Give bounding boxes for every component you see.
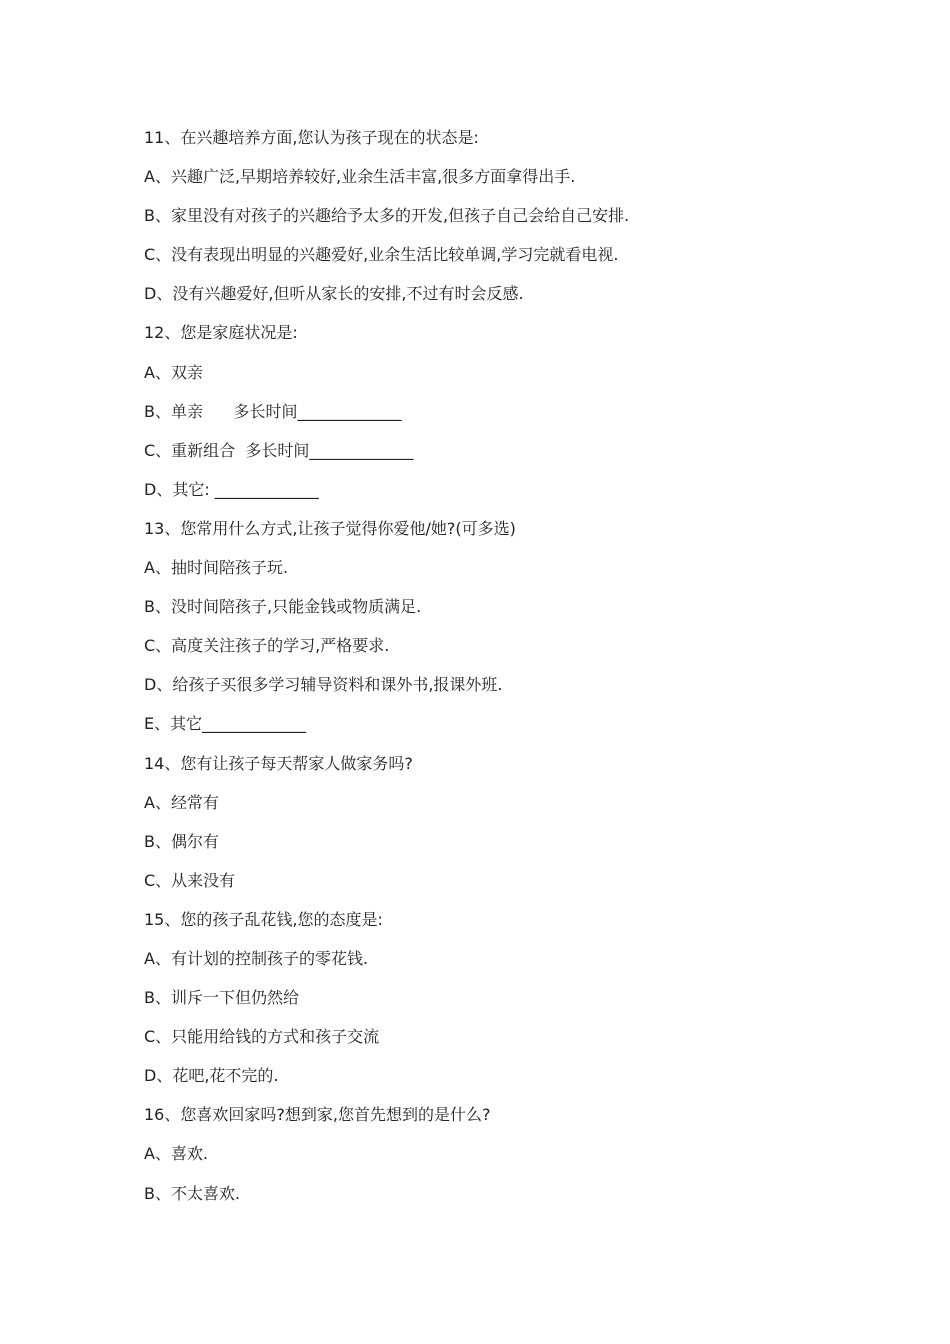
- option-15-a: A、有计划的控制孩子的零花钱.: [144, 948, 369, 968]
- option-12-c: C、重新组合 多长时间_____________: [144, 440, 414, 460]
- option-13-d: D、给孩子买很多学习辅导资料和课外书,报课外班.: [144, 675, 503, 695]
- option-14-b: B、偶尔有: [144, 831, 219, 851]
- option-12-a: A、双亲: [144, 362, 203, 382]
- option-13-e: E、其它_____________: [144, 714, 307, 734]
- option-15-d: D、花吧,花不完的.: [144, 1066, 279, 1086]
- option-13-a: A、抽时间陪孩子玩.: [144, 558, 289, 578]
- option-12-d: D、其它: _____________: [144, 479, 319, 499]
- option-13-b: B、没时间陪孩子,只能金钱或物质满足.: [144, 597, 422, 617]
- option-13-c: C、高度关注孩子的学习,严格要求.: [144, 636, 390, 656]
- question-13: 13、您常用什么方式,让孩子觉得你爱他/她?(可多选): [144, 518, 516, 538]
- question-11: 11、在兴趣培养方面,您认为孩子现在的状态是:: [144, 128, 479, 147]
- option-16-b: B、不太喜欢.: [144, 1183, 241, 1203]
- option-11-c: C、没有表现出明显的兴趣爱好,业余生活比较单调,学习完就看电视.: [144, 245, 619, 265]
- option-12-b: B、单亲 多长时间_____________: [144, 401, 402, 421]
- question-12: 12、您是家庭状况是:: [144, 323, 298, 343]
- option-11-b: B、家里没有对孩子的兴趣给予太多的开发,但孩子自己会给自己安排.: [144, 206, 630, 226]
- questionnaire-body: [144, 125, 844, 1220]
- option-11-a: A、兴趣广泛,早期培养较好,业余生活丰富,很多方面拿得出手.: [144, 167, 576, 187]
- option-16-a: A、喜欢.: [144, 1144, 209, 1164]
- option-15-b: B、训斥一下但仍然给: [144, 988, 299, 1008]
- option-15-c: C、只能用给钱的方式和孩子交流: [144, 1027, 380, 1047]
- question-15: 15、您的孩子乱花钱,您的态度是:: [144, 909, 383, 929]
- option-11-d: D、没有兴趣爱好,但听从家长的安排,不过有时会反感.: [144, 284, 524, 304]
- question-16: 16、您喜欢回家吗?想到家,您首先想到的是什么?: [144, 1105, 491, 1125]
- option-14-c: C、从来没有: [144, 870, 236, 890]
- question-14: 14、您有让孩子每天帮家人做家务吗?: [144, 753, 413, 773]
- option-14-a: A、经常有: [144, 792, 219, 812]
